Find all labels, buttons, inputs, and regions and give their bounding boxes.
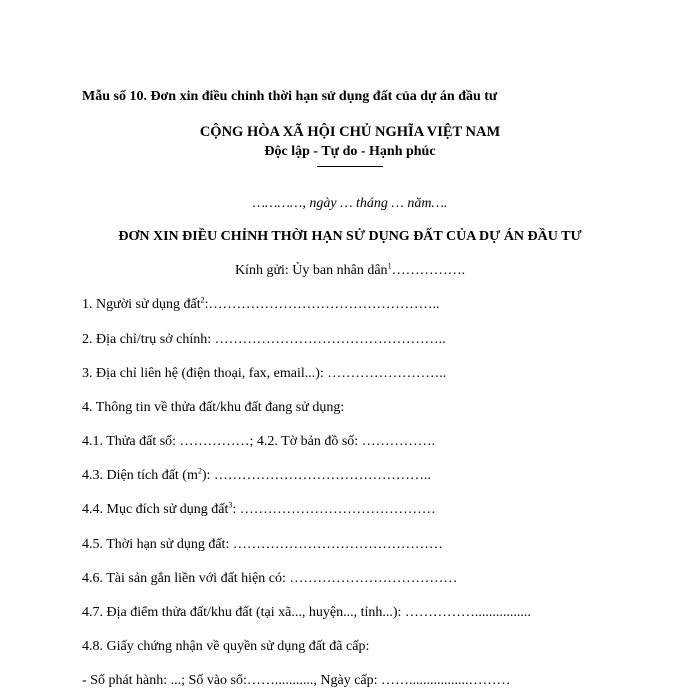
addressee-dots: ……………. — [391, 263, 466, 278]
field-dots: : …………………………………… — [232, 502, 436, 517]
field-dots: :………………………………………….. — [204, 297, 440, 312]
field-line: 3. Địa chỉ liên hệ (điện thoại, fax, email...): …………………….. — [82, 366, 447, 381]
document-title: ĐƠN XIN ĐIỀU CHỈNH THỜI HẠN SỬ DỤNG ĐẤT CỦA DỰ ÁN ĐẦU TƯ — [118, 229, 582, 244]
footnote-ref-3: 3 — [228, 500, 233, 510]
field-line — [82, 467, 431, 485]
footnote-ref-2: 2 — [200, 295, 205, 305]
footnote-ref-1: 1 — [387, 261, 392, 271]
date-line: …………, ngày … tháng … năm…. — [252, 196, 448, 211]
field-label: 4.4. Mục đích sử dụng đất — [82, 502, 229, 517]
superscript-2: 2 — [197, 466, 202, 476]
form-label: Mẫu số 10. Đơn xin điều chỉnh thời hạn sử dụng đất của dự án đầu tư — [82, 89, 498, 104]
motto: Độc lập - Tự do - Hạnh phúc — [264, 144, 436, 159]
field-line: 4.6. Tài sản gắn liền với đất hiện có: ……………………………… — [82, 571, 458, 586]
field-line: 4.1. Thửa đất số: ……………; 4.2. Tờ bản đồ số: ……………. — [82, 434, 436, 449]
addressee-line — [0, 262, 700, 280]
field-line: - Số phát hành: ...; Số vào sổ:……..........., Ngày cấp: …….................……… — [82, 673, 511, 688]
field-line: 4. Thông tin về thửa đất/khu đất đang sử dụng: — [82, 400, 345, 415]
field-line: 4.5. Thời hạn sử dụng đất: ……………………………………… — [82, 537, 443, 552]
field-label: 4.3. Diện tích đất (m — [82, 468, 198, 483]
national-title: CỘNG HÒA XÃ HỘI CHỦ NGHĨA VIỆT NAM — [199, 124, 501, 140]
field-line: 4.7. Địa điểm thửa đất/khu đất (tại xã..., huyện..., tỉnh...): ……………................ — [82, 605, 531, 620]
addressee-text: Kính gửi: Ủy ban nhân dân — [234, 263, 388, 278]
field-line: 4.8. Giấy chứng nhận về quyền sử dụng đất đã cấp: — [82, 639, 370, 654]
field-line: 2. Địa chỉ/trụ sở chính: ………………………………………….. — [82, 332, 446, 347]
field-line — [82, 501, 436, 519]
field-dots: ): ……………………………………….. — [201, 468, 431, 483]
field-label: 1. Người sử dụng đất — [82, 297, 201, 312]
field-line — [82, 296, 440, 314]
motto-underline — [0, 166, 700, 170]
